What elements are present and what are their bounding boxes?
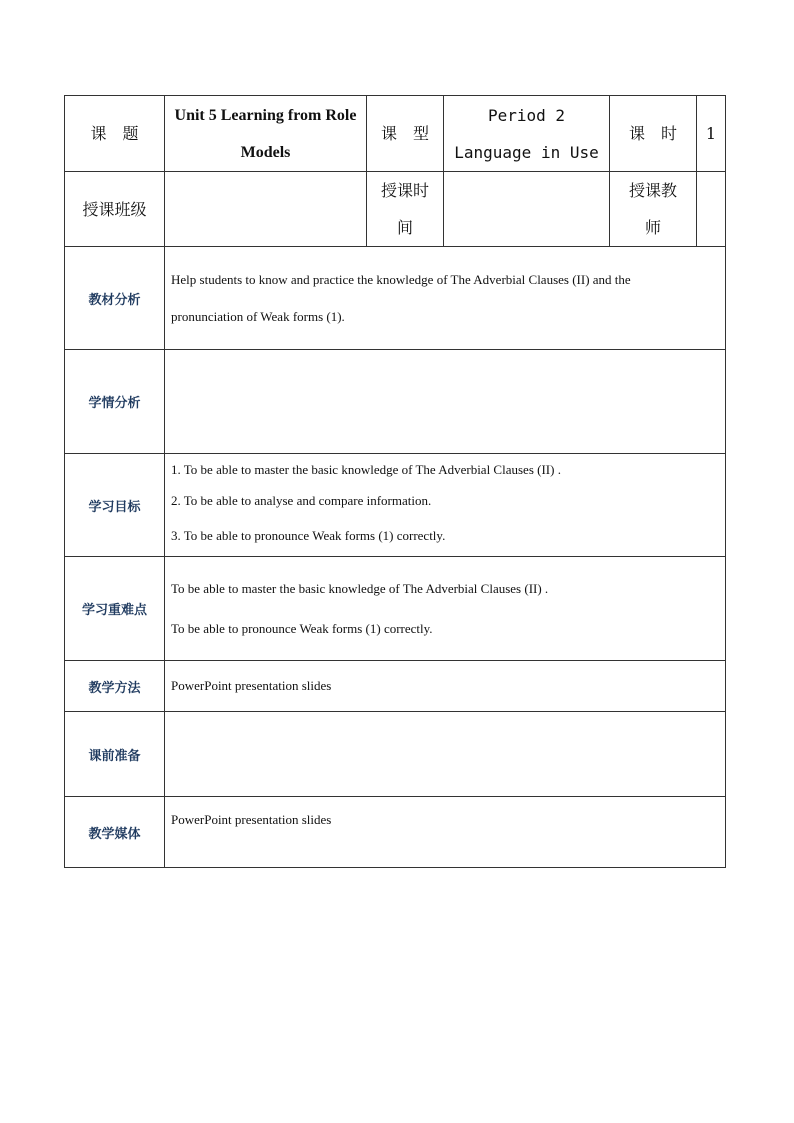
header-row-1 <box>65 96 726 172</box>
objective-line-3: 3. To be able to pronounce Weak forms (1) correctly. <box>171 528 446 543</box>
objective-line-1: 1. To be able to master the basic knowledge of The Adverbial Clauses (II) . <box>171 462 561 477</box>
key-point-line-2: To be able to pronounce Weak forms (1) correctly. <box>171 620 433 636</box>
key-point-line-1: To be able to master the basic knowledge of The Adverbial Clauses (II) . <box>171 580 549 596</box>
media-content: PowerPoint presentation slides <box>165 797 726 868</box>
key-points-content <box>165 557 726 661</box>
hours-label: 课 时 <box>610 96 697 172</box>
teacher-value <box>697 172 726 247</box>
objectives-row <box>65 454 726 557</box>
key-points-label: 学习重难点 <box>65 557 165 661</box>
preparation-row <box>65 712 726 797</box>
teacher-label: 授课教师 <box>610 172 697 247</box>
material-content <box>165 247 726 350</box>
type-value: Period 2 Language in Use <box>444 96 610 172</box>
objectives-label: 学习目标 <box>65 454 165 557</box>
preparation-content <box>165 712 726 797</box>
topic-value: Unit 5 Learning from Role Models <box>165 96 367 172</box>
media-row <box>65 797 726 868</box>
students-content <box>165 350 726 454</box>
time-label: 授课时间 <box>367 172 444 247</box>
hours-value: 1 <box>697 96 726 172</box>
objective-line-2: 2. To be able to analyse and compare information. <box>171 493 432 508</box>
students-row <box>65 350 726 454</box>
topic-label: 课 题 <box>65 96 165 172</box>
material-line-1: Help students to know and practice the knowledge of The Adverbial Clauses (II) and the <box>171 272 631 287</box>
preparation-label: 课前准备 <box>65 712 165 797</box>
lesson-plan-table <box>64 95 726 868</box>
time-value <box>444 172 610 247</box>
header-row-2 <box>65 172 726 247</box>
objectives-content <box>165 454 726 557</box>
students-label: 学情分析 <box>65 350 165 454</box>
material-line-2: pronunciation of Weak forms (1). <box>171 309 345 324</box>
method-row <box>65 661 726 712</box>
class-label: 授课班级 <box>65 172 165 247</box>
material-label: 教材分析 <box>65 247 165 350</box>
key-points-row <box>65 557 726 661</box>
class-value <box>165 172 367 247</box>
type-label: 课 型 <box>367 96 444 172</box>
material-row <box>65 247 726 350</box>
media-label: 教学媒体 <box>65 797 165 868</box>
method-content: PowerPoint presentation slides <box>165 661 726 712</box>
method-label: 教学方法 <box>65 661 165 712</box>
